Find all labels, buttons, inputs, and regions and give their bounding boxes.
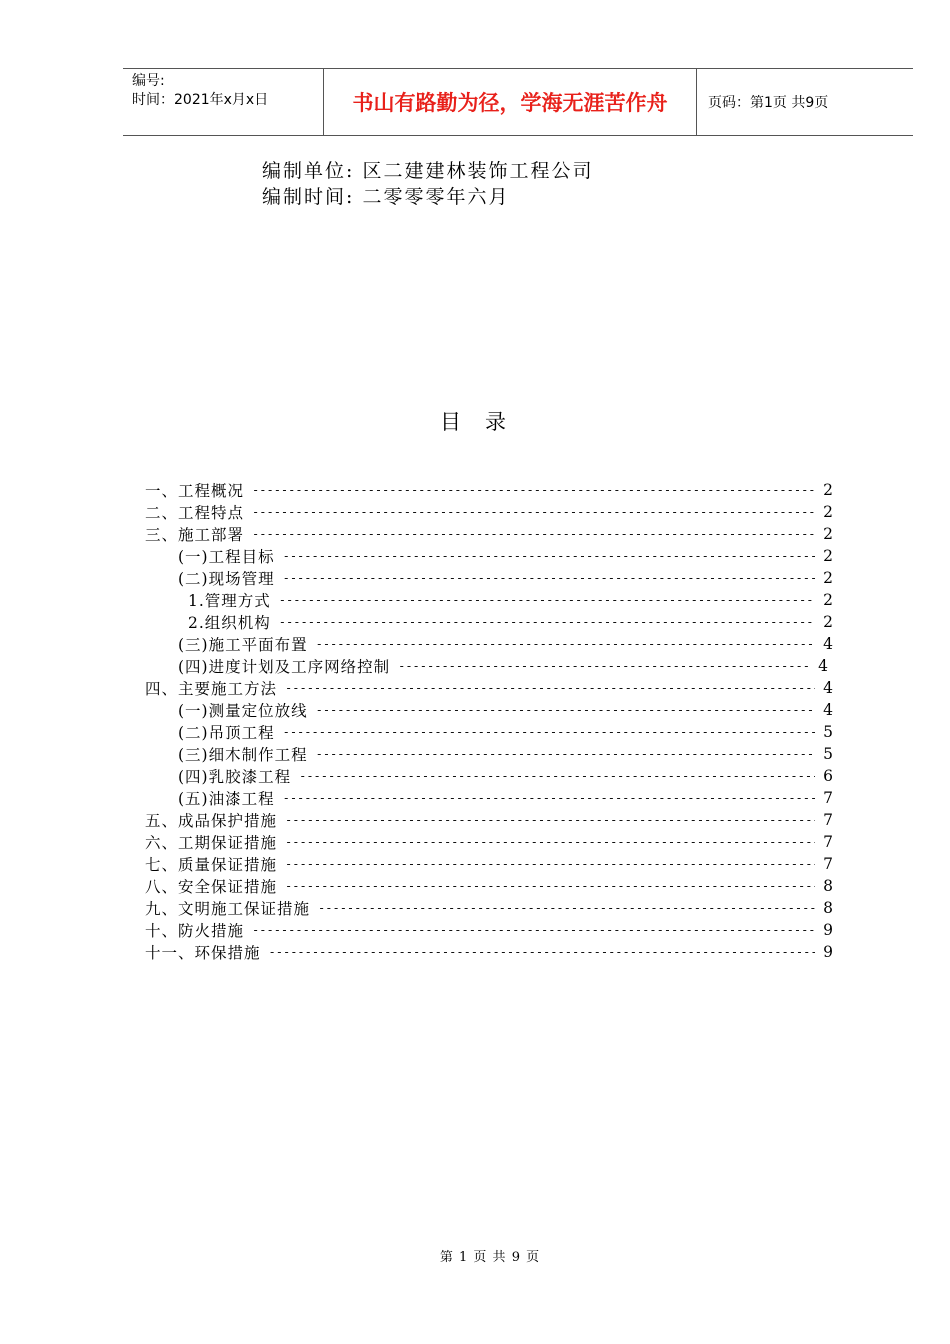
toc-entry-label: 七、质量保证措施: [145, 856, 278, 874]
toc-entry[interactable]: [145, 501, 833, 523]
toc-leader: [283, 549, 816, 563]
toc-entry-page: 5: [823, 745, 833, 763]
header-page-info: 页码：第1页 共9页: [708, 95, 829, 111]
toc-leader: [283, 571, 816, 585]
toc-entry-page: 7: [823, 833, 833, 851]
toc-entry-label: 1.管理方式: [188, 592, 271, 610]
toc-entry[interactable]: [145, 809, 833, 831]
toc-entry-label: (三)施工平面布置: [178, 636, 308, 654]
toc-entry-label: (四)进度计划及工序网络控制: [178, 658, 391, 676]
toc-leader: [285, 835, 815, 849]
toc-entry-label: 四、主要施工方法: [145, 680, 278, 698]
toc-entry-label: 三、施工部署: [145, 526, 245, 544]
toc-entry[interactable]: [178, 743, 833, 765]
toc-entry-label: 一、工程概况: [145, 482, 245, 500]
time-label: 时间：2021年x月x日: [132, 92, 269, 108]
toc-entry-page: 2: [823, 525, 833, 543]
toc-entry[interactable]: [178, 567, 833, 589]
toc-entry[interactable]: [145, 919, 833, 941]
toc-entry-page: 4: [823, 679, 833, 697]
toc-entry[interactable]: [188, 611, 833, 633]
toc-leader: [283, 791, 816, 805]
toc-entry-page: 2: [823, 569, 833, 587]
toc-entry[interactable]: [145, 875, 833, 897]
toc-entry-page: 2: [823, 591, 833, 609]
toc-entry-page: 4: [818, 657, 828, 675]
toc-leader: [283, 725, 816, 739]
number-label: 编号:: [132, 73, 165, 89]
toc-leader: [279, 615, 815, 629]
toc-entry-page: 9: [823, 921, 833, 939]
toc-entry[interactable]: [145, 897, 833, 919]
toc-leader: [318, 901, 815, 915]
toc-leader: [269, 945, 816, 959]
toc-entry-page: 7: [823, 855, 833, 873]
toc-leader: [299, 769, 815, 783]
toc-entry-page: 2: [823, 503, 833, 521]
toc-title: 目录: [440, 410, 530, 434]
toc-entry[interactable]: [178, 787, 833, 809]
toc-entry-label: 2.组织机构: [188, 614, 271, 632]
header-meta: [123, 69, 324, 135]
toc-entry-label: 二、工程特点: [145, 504, 245, 522]
toc-entry-label: (一)测量定位放线: [178, 702, 308, 720]
toc-entry-label: (四)乳胶漆工程: [178, 768, 292, 786]
toc-entry-page: 5: [823, 723, 833, 741]
toc-entry[interactable]: [145, 853, 833, 875]
toc-entry-page: 4: [823, 635, 833, 653]
toc-entry-page: 9: [823, 943, 833, 961]
toc-entry-page: 2: [823, 613, 833, 631]
toc-entry-label: 十、防火措施: [145, 922, 245, 940]
header-motto: 书山有路勤为径，学海无涯苦作舟: [324, 69, 697, 135]
toc-entry-label: (一)工程目标: [178, 548, 275, 566]
toc-leader: [316, 637, 816, 651]
toc-entry[interactable]: [178, 545, 833, 567]
toc-entry-label: 六、工期保证措施: [145, 834, 278, 852]
toc-entry-page: 8: [823, 899, 833, 917]
org-block: [262, 158, 593, 210]
toc-entry-page: 2: [823, 547, 833, 565]
toc-entry-label: 九、文明施工保证措施: [145, 900, 311, 918]
page-footer: 第 1 页 共 9 页: [439, 1250, 541, 1265]
toc-leader: [285, 857, 815, 871]
toc-entry-page: 7: [823, 789, 833, 807]
toc-entry[interactable]: [145, 677, 833, 699]
toc-leader: [316, 703, 816, 717]
toc-entry-page: 4: [823, 701, 833, 719]
toc-leader: [316, 747, 816, 761]
toc-entry-label: 八、安全保证措施: [145, 878, 278, 896]
toc-entry[interactable]: [145, 523, 833, 545]
toc-entry[interactable]: [145, 941, 833, 963]
toc-entry[interactable]: [188, 589, 833, 611]
toc-leader: [252, 527, 815, 541]
toc-leader: [285, 681, 815, 695]
toc-entry-label: (三)细木制作工程: [178, 746, 308, 764]
toc-entry-page: 7: [823, 811, 833, 829]
toc-entry[interactable]: [145, 479, 833, 501]
toc-entry[interactable]: [178, 765, 833, 787]
toc-entry-page: 2: [823, 481, 833, 499]
toc-entry-label: 五、成品保护措施: [145, 812, 278, 830]
page-header: [123, 68, 913, 136]
toc-leader: [285, 813, 815, 827]
toc-leader: [252, 483, 815, 497]
org-time: 编制时间: 二零零零年六月: [262, 186, 510, 208]
org-unit: 编制单位: 区二建建林装饰工程公司: [262, 160, 594, 182]
toc-entry-page: 6: [823, 767, 833, 785]
toc-leader: [279, 593, 815, 607]
toc-leader: [285, 879, 815, 893]
toc-entry[interactable]: [178, 699, 833, 721]
toc-entry-label: (二)吊顶工程: [178, 724, 275, 742]
toc-entry[interactable]: [145, 831, 833, 853]
toc-leader: [252, 923, 815, 937]
toc-entry-label: (二)现场管理: [178, 570, 275, 588]
toc-entry-label: 十一、环保措施: [145, 944, 261, 962]
toc-entry-label: (五)油漆工程: [178, 790, 275, 808]
toc-leader: [252, 505, 815, 519]
toc-entry[interactable]: [178, 655, 828, 677]
toc-entry[interactable]: [178, 633, 833, 655]
toc-leader: [398, 659, 810, 673]
toc-entry-page: 8: [823, 877, 833, 895]
toc-entry[interactable]: [178, 721, 833, 743]
